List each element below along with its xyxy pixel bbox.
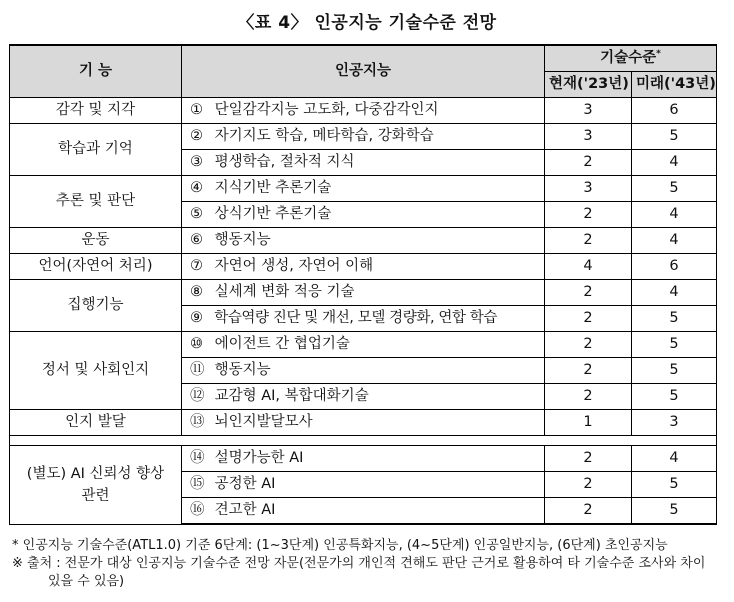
item-number: ② [190,128,203,144]
now-level-cell: 2 [545,498,632,525]
source-text-continued: 있을 수 있음) [48,574,125,589]
item-text: 공정한 AI [214,476,276,492]
ai-item-cell [182,98,545,124]
ai-item-cell [182,228,545,254]
ai-item-cell [182,124,545,150]
item-number: ① [190,102,203,118]
function-cell: 언어(자연어 처리) [10,254,182,280]
ai-item-cell [182,150,545,176]
item-number: ⑦ [190,258,203,274]
now-level-cell: 2 [545,150,632,176]
item-number: ⑥ [190,232,203,248]
function-cell: 감각 및 지각 [10,98,182,124]
now-level-cell: 2 [545,202,632,228]
ai-item-cell [182,332,545,358]
future-level-cell: 3 [632,410,717,436]
header-ai: 인공지능 [182,45,545,98]
item-text: 자연어 생성, 자연어 이해 [214,258,374,274]
separator-cell [10,436,717,446]
now-level-cell: 4 [545,254,632,280]
item-number: ⑧ [190,284,203,300]
now-level-cell: 2 [545,446,632,472]
table-title: 〈표 4〉 인공지능 기술수준 전망 [237,13,497,33]
item-text: 지식기반 추론기술 [214,180,332,196]
ai-item-cell [182,498,545,525]
item-text: 실세계 변화 적응 기술 [214,284,355,300]
item-text: 학습역량 진단 및 개선, 모델 경량화, 연합 학습 [214,310,498,326]
item-text: 행동지능 [214,232,271,248]
table-row [10,332,717,358]
table-row [10,98,717,124]
header-tech-level-label: 기술수준 [600,50,657,66]
table-row [10,446,717,472]
item-number: ⑫ [190,388,205,404]
source-text: 출처 : 전문가 대상 인공지능 기술수준 전망 자문(전문가의 개인적 견해도 판단 근거로 활용하여 타 기술수준 조사와 차이 [27,556,706,571]
item-text: 에이전트 간 협업기술 [214,336,350,352]
function-cell: 인지 발달 [10,410,182,436]
ai-item-cell [182,280,545,306]
table-row [10,254,717,280]
function-cell: 집행기능 [10,280,182,332]
ai-item-cell [182,306,545,332]
future-level-cell: 4 [632,150,717,176]
header-tech-level [545,45,717,72]
now-level-cell: 3 [545,124,632,150]
now-level-cell: 2 [545,306,632,332]
item-text: 단일감각지능 고도화, 다중감각인지 [214,102,439,118]
source-mark: ※ [12,556,23,571]
footnote-mark: * [12,538,19,553]
ai-tech-level-table [9,44,717,525]
item-number: ⑯ [190,502,205,518]
item-number: ④ [190,180,203,196]
future-level-cell: 5 [632,176,717,202]
item-text: 설명가능한 AI [214,450,304,466]
ai-item-cell [182,202,545,228]
future-level-cell: 4 [632,202,717,228]
footnote-text: 인공지능 기술수준(ATL1.0) 기준 6단계: (1~3단계) 인공특화지능, (4~5단계) 인공일반지능, (6단계) 초인공지능 [22,538,668,553]
table-row [10,280,717,306]
header-future: 미래('43년) [632,72,717,98]
ai-item-cell [182,176,545,202]
item-number: ⑤ [190,206,203,222]
header-tech-level-mark: * [656,49,661,60]
ai-item-cell [182,358,545,384]
now-level-cell: 2 [545,228,632,254]
table-row [10,228,717,254]
now-level-cell: 2 [545,280,632,306]
future-level-cell: 6 [632,98,717,124]
future-level-cell: 5 [632,384,717,410]
item-text: 견고한 AI [214,502,276,518]
extra-func-line1: (별도) AI 신뢰성 향상 [26,465,165,482]
item-text: 평생학습, 절차적 지식 [214,154,355,170]
ai-item-cell [182,472,545,498]
function-cell: 정서 및 사회인지 [10,332,182,410]
item-number: ⑭ [190,450,205,466]
item-text: 뇌인지발달모사 [214,414,313,430]
ai-item-cell [182,410,545,436]
now-level-cell: 2 [545,358,632,384]
ai-item-cell [182,254,545,280]
ai-item-cell [182,384,545,410]
ai-item-cell [182,446,545,472]
item-number: ⑩ [190,336,203,352]
item-number: ⑪ [190,362,205,378]
item-number: ⑬ [190,414,205,430]
now-level-cell: 2 [545,332,632,358]
future-level-cell: 4 [632,446,717,472]
item-text: 자기지도 학습, 메타학습, 강화학습 [214,128,434,144]
function-cell: 학습과 기억 [10,124,182,176]
separator-row [10,436,717,446]
footnote-source [12,555,724,573]
item-number: ⑨ [190,310,203,326]
future-level-cell: 5 [632,332,717,358]
item-text: 상식기반 추론기술 [214,206,332,222]
item-text: 교감형 AI, 복합대화기술 [214,388,369,404]
item-number: ③ [190,154,203,170]
future-level-cell: 5 [632,306,717,332]
now-level-cell: 2 [545,384,632,410]
future-level-cell: 5 [632,358,717,384]
future-level-cell: 5 [632,498,717,525]
item-number: ⑮ [190,476,205,492]
now-level-cell: 3 [545,98,632,124]
footnote-level-definition [12,537,724,555]
header-now: 현재('23년) [545,72,632,98]
now-level-cell: 3 [545,176,632,202]
extra-func-line2: 관련 [81,487,110,504]
table-row [10,176,717,202]
now-level-cell: 2 [545,472,632,498]
future-level-cell: 4 [632,228,717,254]
future-level-cell: 5 [632,124,717,150]
future-level-cell: 4 [632,280,717,306]
function-cell: 운동 [10,228,182,254]
item-text: 행동지능 [214,362,271,378]
table-row [10,124,717,150]
future-level-cell: 6 [632,254,717,280]
header-function: 기 능 [10,45,182,98]
future-level-cell: 5 [632,472,717,498]
function-cell: 추론 및 판단 [10,176,182,228]
footnotes [12,537,724,591]
table-row [10,410,717,436]
function-cell-extra [10,446,182,525]
now-level-cell: 1 [545,410,632,436]
